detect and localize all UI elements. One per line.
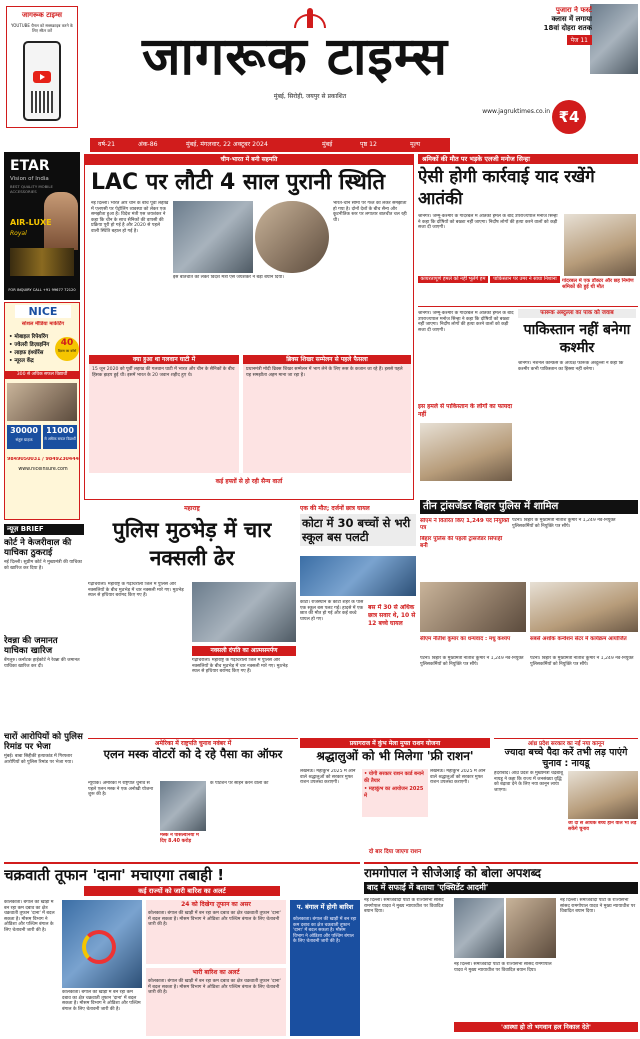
earbuds-box	[10, 248, 74, 276]
price-badge	[552, 100, 586, 134]
ramgopal-story[interactable]	[364, 862, 638, 1037]
lac-body2: भारत-चीन सीमा पर गश्त को लेकर समझौता हो गया है। दोनों देशों के बीच सैन्य और कूटनीतिक स्तर पर लगातार बातचीत चल रही थी।	[333, 201, 407, 223]
masthead-title: जागरूक टाइम्स	[141, 26, 449, 87]
musk-tail: के पेटिशन पर साइन करने वालों को	[210, 781, 269, 786]
info-price: मूल्य	[410, 141, 421, 148]
stat-2-value: 11000	[46, 426, 74, 435]
ramgopal-headline: रामगोपाल ने सीजेआई को बोला अपशब्द	[364, 866, 541, 880]
cyclone-body: कोलकाता। बंगाल की खाड़ी में बन रहा कम दबाव का क्षेत्र चक्रवाती तूफान 'दाना' में बदल सकता है। मौसम विभाग ने ओडिशा और पश्चिम बंगाल के लिए चेतावनी जारी की है।	[4, 900, 55, 933]
cyclone-box-1-title: 24 को दिखेगा तूफान का असर	[181, 901, 251, 908]
musk-headline: एलन मस्क वोटरों को दे रहे पैसा का ऑफर	[103, 747, 283, 761]
youtube-promo[interactable]	[6, 6, 78, 128]
nice-list-item: • न्यूरल केंद्र	[9, 358, 34, 364]
bihar-bullet-1: सीएम ने वितरित किए 1,249 पद नियुक्ति पत्र	[420, 518, 510, 531]
ration-story[interactable]	[300, 738, 490, 858]
kota-headline: कोटा में 30 बच्चों से भरी स्कूल बस पलटी	[300, 514, 416, 546]
mini-yt-text: YOUTUBE चैनल को सब्सक्राइब करने के लिए स्कैन करें	[10, 23, 74, 33]
teaser-line-1: पुजारा ने फर्स्ट	[555, 6, 592, 14]
etar-tag: Vision of India	[10, 176, 49, 182]
teaser-line-2: क्लास में लगाया	[551, 15, 592, 23]
ration-bullet-1: • योगी सरकार राशन कार्ड बनाने की तैयार	[364, 771, 424, 784]
phone-graphic	[23, 41, 61, 121]
info-pages: पृष्ठ 12	[360, 141, 377, 148]
cyclone-headline: चक्रवाती तूफान 'दाना' मचाएगा तबाही !	[4, 866, 225, 884]
kota-kicker: एक की मौत; दर्जनों छात्र घायल	[300, 505, 370, 512]
ganderbal-caption: गांदरबल में एक डॉक्टर और छह निर्माण श्रमिकों की हुई थी मौत	[562, 278, 634, 290]
lac-photo-minister	[255, 201, 329, 273]
nice-list-item: • ज्वेलरी डिज़ाइनिंग	[9, 342, 50, 348]
etar-ad[interactable]	[4, 152, 80, 300]
ration-body: लखनऊ। महाकुंभ 2025 में आने वाले श्रद्धालुओं को सरकार मुफ्त राशन उपलब्ध कराएगी।	[300, 769, 356, 786]
lac-headline: LAC पर लौटी 4 साल पुरानी स्थिति	[91, 170, 386, 195]
farooq-body: श्रीनगर। नेशनल कॉन्फ्रेंस के अध्यक्ष फारूक अब्दुल्ला ने कहा कि कश्मीर कभी पाकिस्तान का हिस्सा नहीं बनेगा।	[518, 361, 624, 372]
stat-1-label: संतुष्ट ग्राहक	[15, 437, 33, 442]
masthead-subtitle: मुंबई, सिरोही, जयपुर से प्रकाशित	[273, 93, 347, 100]
etar-enquiry: FOR INQUIRY CALL +91 99677 72120	[8, 288, 76, 292]
cricketer-photo	[590, 4, 638, 74]
brief-headline-3: चारों आरोपियों को पुलिस रिमांड पर भेजा	[4, 732, 83, 752]
nice-list-item: • लाइफ़ इंश्योरेंस	[9, 350, 44, 356]
ramgopal-body-2: नई दिल्ली। समाजवादी पार्टी के राज्यसभा सांसद रामगोपाल यादव ने मुख्य न्यायाधीश पर विवादित बयान दिया।	[454, 962, 552, 973]
ganderbal-headline: ऐसी होगी कार्रवाई याद रखेंगे आतंकी	[418, 167, 595, 209]
brief-headline-1: कोर्ट ने केजरीवाल की याचिका ठुकराई	[4, 538, 72, 558]
farooq-photo	[420, 423, 512, 481]
nice-logo: NICE	[15, 305, 71, 318]
bihar-body: पटना। बिहार के मुख्यमंत्री नीतीश कुमार ने 1,249 नव-नियुक्त पुलिसकर्मियों को नियुक्ति पत्र सौंपे।	[512, 518, 616, 529]
naidu-caption: जो दो से अधिक बच्चे होने वाले भी लड़ सकेंगे चुनाव	[568, 821, 637, 832]
cyclone-box-1-text: कोलकाता। बंगाल की खाड़ी में बन रहा कम दबाव का क्षेत्र चक्रवाती तूफान 'दाना' में बदल सकता है। मौसम विभाग ने ओडिशा और पश्चिम बंगाल के लिए चेतावनी जारी की है।	[148, 911, 281, 928]
ganderbal-kicker: श्रमिकों की मौत पर भड़के एलजी मनोज सिन्हा	[418, 154, 638, 164]
farooq-headline: पाकिस्तान नहीं बनेगा कश्मीर	[523, 322, 631, 356]
brics-box	[243, 355, 411, 473]
kota-pullquote: बस में 30 से अधिक छात्र सवार थे, 10 से 12 बच्चे घायल	[368, 604, 416, 627]
naxal-photo	[192, 582, 296, 642]
teaser-page: पेज 11	[567, 35, 592, 45]
nice-ad[interactable]	[4, 302, 80, 520]
website[interactable]: www.jagruktimes.co.in	[482, 108, 550, 115]
ramgopal-quote: 'आस्था हो तो भगवान हल निकाल देते'	[454, 1022, 638, 1032]
naidu-body: हैदराबाद। आंध्र प्रदेश के मुख्यमंत्री चंद्रबाबू नायडू ने कहा कि राज्य में जनसंख्या वृद्धि को बढ़ावा देने के लिए नया कानून लाया जाएगा।	[494, 771, 563, 793]
bihar-cap-1: सीएम नीतीश कुमार का धन्यवाद : मधु कश्यप	[420, 636, 511, 642]
naidu-kicker: आंध्र प्रदेश सरकार का नई नया कानून	[527, 741, 605, 747]
people-photo	[7, 383, 77, 421]
info-bar	[90, 138, 450, 152]
galwan-text: 15 जून 2020 को पूर्वी लद्दाख की गलवान घाटी में भारत और चीन के सैनिकों के बीच हिंसक झड़प हुई थी। इसमें भारत के 20 जवान शहीद हुए थे।	[92, 367, 235, 378]
ganderbal-box2: पाकिस्तान पर उमर ने साधा निशाना	[490, 276, 560, 283]
wb-box	[290, 900, 360, 1036]
lac-caption: इस बातचीत को लेकर विदेश मंत्री एस जयशंकर ने बड़ा बयान दिया।	[173, 275, 284, 280]
naxal-box: नक्सली दंपति का आत्मसमर्पण	[192, 646, 296, 656]
lg-photo	[564, 214, 636, 276]
wb-title: प. बंगाल में होगी बारिश	[296, 903, 354, 911]
cyclone-box-2-text: कोलकाता। बंगाल की खाड़ी में बन रहा कम दबाव का क्षेत्र चक्रवाती तूफान 'दाना' में बदल सकता है। मौसम विभाग ने ओडिशा और पश्चिम बंगाल के लिए चेतावनी जारी की है।	[148, 979, 281, 996]
news-brief-label: न्यूज़ BRIEF	[4, 524, 84, 535]
youtube-icon	[33, 71, 51, 83]
bihar-headline: तीन ट्रांसजेंडर बिहार पुलिस में शामिल	[420, 500, 638, 514]
naxal-kicker: महाराष्ट्र	[184, 505, 200, 512]
naidu-story[interactable]	[494, 738, 638, 858]
musk-story[interactable]	[88, 738, 298, 858]
info-issue: अंक-86	[138, 141, 158, 148]
days-value: 40	[60, 338, 74, 348]
cyclone-box-2-title: भारी बारिश का अलर्ट	[192, 969, 240, 976]
info-date: मुंबई, मंगलवार, 22 अक्टूबर 2024	[186, 141, 268, 148]
cyclone-body-2: कोलकाता। बंगाल की खाड़ी में बन रहा कम दबाव का क्षेत्र चक्रवाती तूफान 'दाना' में बदल सकता है। मौसम विभाग ने ओडिशा और पश्चिम बंगाल के लिए चेतावनी जारी की है।	[62, 990, 141, 1012]
ganderbal-body: श्रीनगर। जम्मू-कश्मीर के गांदरबल में आतंकी हमले के बाद उपराज्यपाल मनोज सिन्हा ने कहा कि दोषियों को बख्शा नहीं जाएगा। निर्दोष लोगों की हत्या करने वालों को कड़ी सजा दी जाएगी।	[418, 214, 558, 231]
etar-brand: ETAR	[10, 158, 50, 174]
info-year: वर्ष-21	[98, 141, 116, 148]
lac-photo-soldiers	[173, 201, 253, 273]
info-city: मुंबई	[322, 141, 333, 148]
bihar-body-2: पटना। बिहार के मुख्यमंत्री नीतीश कुमार ने 1,249 नव-नियुक्त पुलिसकर्मियों को नियुक्ति पत्र सौंपे।	[420, 656, 524, 667]
nice-site[interactable]: www.niceinsure.com	[18, 467, 68, 472]
ration-bullet-2: • महाकुंभ का आयोजन 2025 में	[364, 786, 424, 799]
farooq-sub: इस हमले से पाकिस्तान के लोगों का फायदा नहीं	[418, 403, 513, 418]
days-label: दिवस का कोर्स	[57, 349, 77, 353]
lac-kicker: चीन-भारत में बनी सहमति	[85, 155, 413, 165]
brief-text-3: मुंबई। बाबा सिद्दीकी हत्याकांड में गिरफ्तार आरोपियों को पुलिस रिमांड पर भेजा गया।	[4, 754, 73, 765]
galwan-box	[89, 355, 239, 473]
bihar-photo-1	[420, 582, 526, 632]
etar-product: AIR-LUXE	[10, 218, 52, 227]
lac-body1: नई दिल्ली। भारत और चीन के बीच पूर्वी लद्दाख में एलएसी पर पेट्रोलिंग व्यवस्था को लेकर एक समझौता हुआ है। विदेश मंत्री एस जयशंकर ने कहा कि चीन के साथ सैनिकों की वापसी की प्रक्रिया पूरी हो गई है और 2020 से पहले वाली स्थिति बहाल हो गई है।	[91, 201, 169, 234]
etar-product2: Royal	[10, 230, 27, 237]
farooq-story[interactable]	[418, 306, 638, 496]
farooq-kicker: फारूक अब्दुल्ला का पाक को जवाब	[518, 309, 636, 318]
price-value: ₹4	[558, 108, 580, 126]
ration-footer: दो बार दिया जाएगा राशन	[368, 849, 422, 855]
bihar-bullet-2: बिहार पुलिस की पहली ट्रांसजेंडर सिपाही बनी	[420, 536, 503, 549]
naidu-photo	[568, 771, 638, 819]
mini-brand: जागरूक टाइम्स	[22, 11, 62, 19]
stat-1-value: 30000	[10, 426, 38, 435]
farooq-left-col: श्रीनगर। जम्मू-कश्मीर के गांदरबल में आतंकी हमले के बाद उपराज्यपाल मनोज सिन्हा ने कहा कि दोषियों को बख्शा नहीं जाएगा। निर्दोष लोगों की हत्या करने वालों को कड़ी सजा दी जाएगी।	[418, 311, 514, 333]
bihar-body-3: पटना। बिहार के मुख्यमंत्री नीतीश कुमार ने 1,249 नव-नियुक्त पुलिसकर्मियों को नियुक्ति पत्र सौंपे।	[530, 656, 634, 667]
ganderbal-story[interactable]	[418, 154, 638, 304]
etar-tag2: BEST QUALITY MOBILE ACCESSORIES	[10, 184, 53, 194]
lac-footer: कई हफ्तों से हो रही सैन्य वार्ता	[215, 478, 283, 485]
cyclone-box-2	[146, 968, 286, 1036]
ramgopal-body-3: नई दिल्ली। समाजवादी पार्टी के राज्यसभा सांसद रामगोपाल यादव ने मुख्य न्यायाधीश पर विवादित बयान दिया।	[560, 898, 636, 915]
days-badge	[55, 337, 79, 361]
news-brief[interactable]	[4, 524, 84, 848]
kota-body: कोटा। राजस्थान के कोटा शहर के पास एक स्कूल बस पलट गई। हादसे में एक छात्र की मौत हो गई और कई बच्चे घायल हो गए।	[300, 600, 364, 622]
ration-body-2: लखनऊ। महाकुंभ 2025 में आने वाले श्रद्धालुओं को सरकार मुफ्त राशन उपलब्ध कराएगी।	[430, 769, 486, 786]
musk-quote: मस्क ने पेंसिल्वेनिया में दिए 8.40 करोड़	[160, 833, 199, 844]
lac-story[interactable]	[84, 154, 414, 500]
stat-1	[7, 425, 41, 449]
nice-list-item: • मोबाइल रिपेयरिंग	[9, 334, 49, 340]
ration-bullets	[362, 769, 428, 817]
bihar-story[interactable]	[420, 500, 638, 736]
musk-kicker: अमेरिका में राष्ट्रपति चुनाव नवंबर में	[154, 740, 232, 747]
bihar-photo-2	[530, 582, 638, 632]
cyclone-sub: कई राज्यों को जारी बारिश का अलर्ट	[84, 886, 280, 896]
nice-phone[interactable]: 9849050031 / 9849230444	[7, 457, 79, 462]
musk-body: न्यूयॉर्क। अमेरिका में राष्ट्रपति चुनाव से पहले एलन मस्क ने एक अनोखी योजना शुरू की है।	[88, 781, 154, 798]
brief-headline-2: रेवन्ना की जमानत याचिका खारिज	[4, 636, 58, 656]
naxal-box-text: गढ़चिरौली। महाराष्ट्र के गढ़चिरौली जिले में पुलिस और नक्सलियों के बीच मुठभेड़ में चार नक्सली मारे गए। मुठभेड़ स्थल से हथियार बरामद किए गए हैं।	[192, 658, 288, 675]
teaser-line-3: 18वां दोहरा शतक	[543, 24, 592, 32]
cyclone-box-1	[146, 900, 286, 964]
ration-kicker: प्रयागराज में कुंभ मेला मुफ्त राशन योजना	[300, 739, 490, 748]
naxal-body: गढ़चिरौली। महाराष्ट्र के गढ़चिरौली जिले में पुलिस और नक्सलियों के बीच मुठभेड़ में चार नक्सली मारे गए। मुठभेड़ स्थल से हथियार बरामद किए गए हैं।	[88, 582, 184, 599]
ganderbal-box1: कायरतापूर्ण हमले को नहीं भूलेंगे हम	[418, 276, 488, 283]
top-right-teaser[interactable]	[500, 6, 592, 70]
cji-photo	[454, 898, 504, 958]
masthead	[0, 0, 640, 138]
ramgopal-body: नई दिल्ली। समाजवादी पार्टी के राज्यसभा सांसद रामगोपाल यादव ने मुख्य न्यायाधीश पर विवादित बयान दिया।	[364, 898, 444, 915]
wb-text: कोलकाता। बंगाल की खाड़ी में बन रहा कम दबाव का क्षेत्र चक्रवाती तूफान 'दाना' में बदल सकता है। मौसम विभाग ने ओडिशा और पश्चिम बंगाल के लिए चेतावनी जारी की है।	[293, 917, 357, 945]
nice-list	[9, 333, 53, 365]
cyclone-story[interactable]	[4, 862, 360, 1037]
naxal-story[interactable]	[88, 504, 296, 734]
stat-2	[43, 425, 77, 449]
musk-photo	[160, 781, 206, 831]
brief-text-2: बेंगलुरु। कर्नाटक हाईकोर्ट ने रेवन्ना की जमानत याचिका खारिज कर दी।	[4, 658, 80, 669]
bihar-cap-2: सबसे अशोक कन्वेंशन सेंटर में कार्यक्रम आयोजित	[530, 636, 627, 642]
qr-code-icon	[31, 91, 53, 113]
naxal-headline: पुलिस मुठभेड़ में चार नक्सली ढेर	[112, 518, 272, 570]
galwan-title: क्या हुआ था गलवान घाटी में	[89, 355, 239, 364]
ramgopal-sub: बाद में सफाई में बताया 'एक्सिडेंट आदमी'	[364, 882, 638, 894]
brics-title: ब्रिक्स शिखर सम्मेलन से पहले फैसला	[243, 355, 411, 364]
brics-text: प्रधानमंत्री मोदी ब्रिक्स शिखर सम्मेलन में भाग लेने के लिए रूस के कजान जा रहे हैं। इससे पहले यह समझौता अहम माना जा रहा है।	[246, 367, 403, 378]
cyclone-icon	[82, 930, 116, 964]
ration-headline: श्रद्धालुओं को भी मिलेगा 'फ्री राशन'	[316, 749, 474, 763]
cyclone-map	[62, 900, 142, 988]
seats-strip: 300 से अधिक सफल विद्यार्थी	[5, 371, 79, 379]
naidu-headline: ज्यादा बच्चे पैदा करें तभी लड़ पाएंगे चुनाव : नायडू	[504, 747, 628, 769]
kota-photo	[300, 556, 416, 596]
brief-text-1: नई दिल्ली। सुप्रीम कोर्ट ने मुख्यमंत्री की याचिका को खारिज कर दिया है।	[4, 560, 82, 571]
nice-line: सोशल मीडिया मार्केटिंग	[21, 321, 65, 327]
kota-story[interactable]	[300, 504, 416, 734]
stat-2-label: से अधिक सफल विद्यार्थी	[44, 437, 76, 441]
ramgopal-photo	[506, 898, 556, 958]
